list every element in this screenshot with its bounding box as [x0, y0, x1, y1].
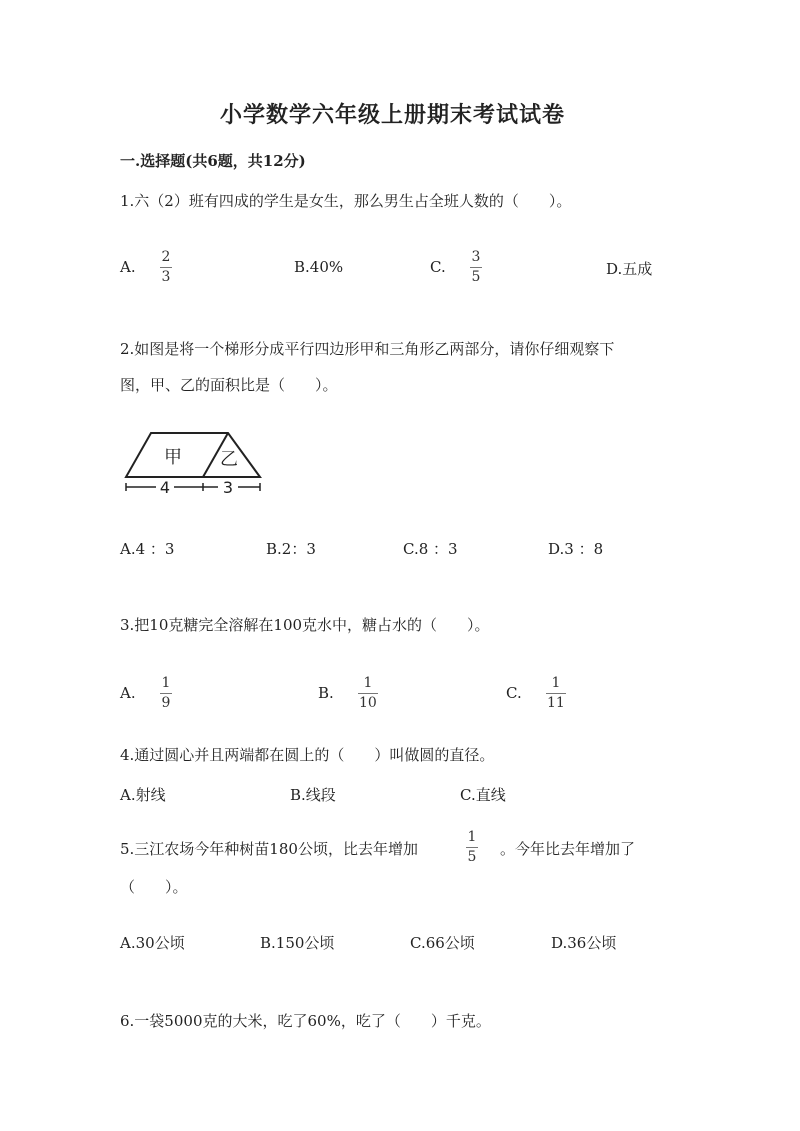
trapezoid-figure: [118, 425, 268, 500]
option-a-fraction: [160, 676, 172, 711]
question-5-stem-part2: 。今年比去年增加了: [500, 840, 636, 858]
fraction-bar: [546, 693, 566, 694]
fraction-denominator: 11: [547, 695, 565, 711]
dimension-label-right: 3: [222, 478, 234, 497]
option-c: C.直线: [460, 786, 506, 804]
fraction-numerator: 3: [471, 249, 481, 265]
fraction-numerator: 1: [551, 675, 561, 691]
option-b: B.150公顷: [260, 934, 335, 952]
option-d: D.36公顷: [551, 934, 617, 952]
trapezoid-outline: [126, 433, 260, 477]
question-3-stem: 3.把10克糖完全溶解在100克水中，糖占水的（ ）。: [120, 616, 490, 634]
fraction-denominator: 3: [161, 269, 171, 285]
option-a: A.30公顷: [120, 934, 185, 952]
option-d: D.五成: [606, 260, 653, 278]
page-title: 小学数学六年级上册期末考试试卷: [220, 102, 566, 128]
fraction-denominator: 9: [161, 695, 171, 711]
fraction-denominator: 5: [471, 269, 481, 285]
question-2-stem-line2: 图，甲、乙的面积比是（ ）。: [120, 376, 338, 394]
dimension-label-left: 4: [159, 478, 171, 497]
option-a-label: A.: [120, 258, 136, 276]
option-b: B.40%: [294, 258, 344, 276]
option-a-label: A.: [120, 684, 136, 702]
option-c: C.8 ：3: [403, 540, 458, 558]
fraction-denominator: 10: [359, 695, 377, 711]
fraction-numerator: 1: [161, 675, 171, 691]
fraction-bar: [470, 267, 482, 268]
option-b-label: B.: [318, 684, 334, 702]
fraction-denominator: 5: [467, 849, 477, 865]
option-c-fraction: [470, 250, 482, 285]
question-2-stem-line1: 2.如图是将一个梯形分成平行四边形甲和三角形乙两部分，请你仔细观察下: [120, 340, 615, 358]
option-c-fraction: [546, 676, 566, 711]
fraction-bar: [358, 693, 378, 694]
question-5-stem-part1: 5.三江农场今年种树苗180公顷，比去年增加: [120, 840, 418, 858]
fraction-bar: [466, 847, 478, 848]
option-d: D.3 ：8: [548, 540, 604, 558]
option-b-fraction: [358, 676, 378, 711]
label-yi: 乙: [220, 449, 238, 470]
label-jia: 甲: [164, 447, 182, 468]
question-4-stem: 4.通过圆心并且两端都在圆上的（ ）叫做圆的直径。: [120, 746, 495, 764]
option-c: C.66公顷: [410, 934, 475, 952]
option-a: A.射线: [120, 786, 166, 804]
fraction-numerator: 1: [467, 829, 477, 845]
section-header: 一.选择题(共6题，共12分): [120, 152, 306, 170]
option-b: B.2：3: [266, 540, 316, 558]
question-5-fraction: [466, 830, 478, 865]
fraction-bar: [160, 267, 172, 268]
question-6-stem: 6.一袋5000克的大米，吃了60%，吃了（ ）千克。: [120, 1012, 491, 1030]
question-1-stem: 1.六（2）班有四成的学生是女生，那么男生占全班人数的（ ）。: [120, 192, 572, 210]
option-c-label: C.: [430, 258, 446, 276]
fraction-bar: [160, 693, 172, 694]
fraction-numerator: 2: [161, 249, 171, 265]
option-b: B.线段: [290, 786, 336, 804]
option-a: A.4 ：3: [120, 540, 175, 558]
fraction-numerator: 1: [363, 675, 373, 691]
option-a-fraction: [160, 250, 172, 285]
question-5-stem-line2: （ ）。: [120, 878, 188, 896]
option-c-label: C.: [506, 684, 522, 702]
